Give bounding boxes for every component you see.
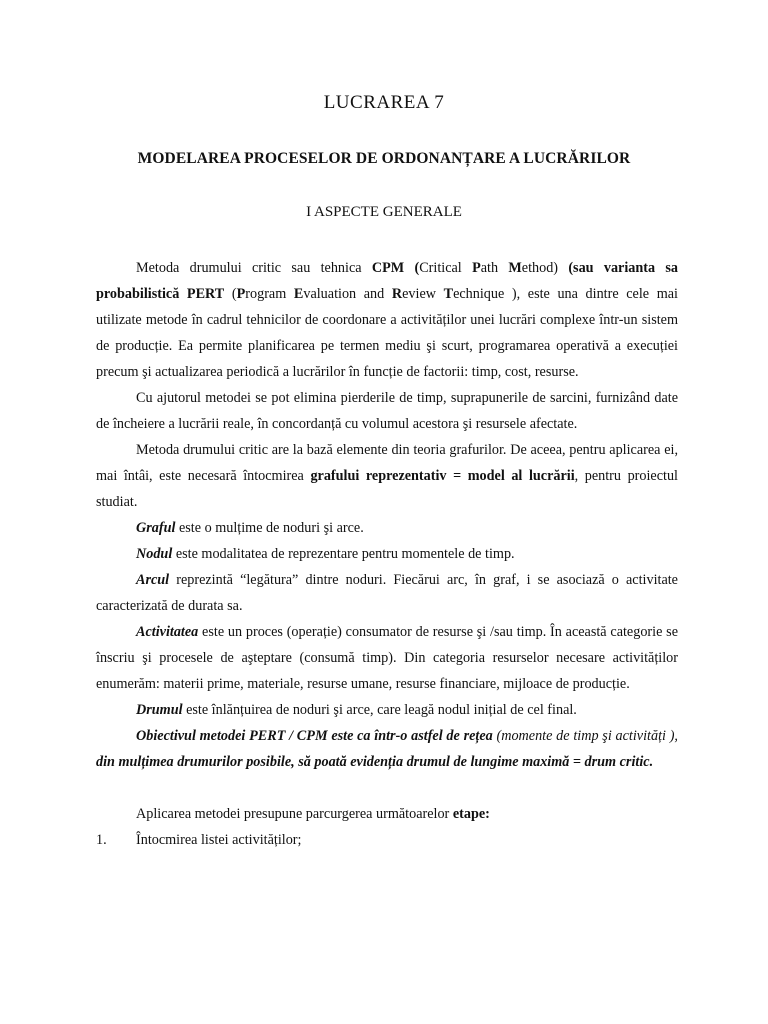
list-item-text: Întocmirea listei activităților; (136, 832, 302, 848)
definition-path: Drumul este înlănțuirea de noduri şi arce, care leagă nodul inițial de cel final. (136, 702, 577, 718)
section-heading: I ASPECTE GENERALE (306, 204, 462, 220)
paragraph-cpm-intro: Metoda drumului critic sau tehnica CPM (Critical Path Method) (sau varianta sa probabilistică PERT (Program Evaluation and Review Technique ), este una dintre cele mai utilizate metode în cadrul tehnicilor de coordonare a activităților unei lucrări complexe într-un sistem de producție. Ea permite planificarea pe termen mediu şi scurt, programarea operativă a execuției precum şi actualizarea periodică a lucrărilor în funcție de factorii: timp, cost, resurse. (96, 260, 678, 380)
paragraph-gap (96, 775, 678, 801)
document-body (96, 255, 678, 853)
definition-graph: Graful este o mulțime de noduri şi arce. (136, 520, 364, 536)
paragraph-steps-intro: Aplicarea metodei presupune parcurgerea următoarelor etape: (136, 806, 490, 822)
definition-node: Nodul este modalitatea de reprezentare pentru momentele de timp. (136, 546, 515, 562)
page-title: LUCRAREA 7 (323, 92, 445, 113)
definition-arc: Arcul reprezintă “legătura” dintre noduri. Fiecărui arc, în graf, i se asociază o activitate caracterizată de durata sa. (96, 572, 678, 614)
list-item (96, 827, 678, 853)
list-item-number: 1. (96, 832, 107, 848)
paragraph-graph-theory: Metoda drumului critic are la bază elemente din teoria grafurilor. De aceea, pentru aplicarea ei, mai întâi, este necesară întocmirea grafului reprezentativ = model al lucrării, pentru proiectul studiat. (96, 442, 678, 510)
paragraph-objective: Obiectivul metodei PERT / CPM este ca într-o astfel de rețea (momente de timp şi activități ), din mulțimea drumurilor posibile, să poată evidenția drumul de lungime maximă = drum critic. (96, 728, 678, 770)
page-subtitle: MODELAREA PROCESELOR DE ORDONANȚARE A LUCRĂRILOR (137, 150, 631, 167)
paragraph-benefits: Cu ajutorul metodei se pot elimina pierderile de timp, suprapunerile de sarcini, furnizând date de încheiere a lucrării reale, în concordanță cu volumul acestora şi resursele afectate. (96, 390, 678, 432)
definition-activity: Activitatea este un proces (operație) consumator de resurse şi /sau timp. În această categorie se înscriu şi procesele de aşteptare (consumă timp). Din categoria resurselor necesare activităților enumerăm: materii prime, materiale, resurse umane, resurse financiare, mijloace de producție. (96, 624, 678, 692)
